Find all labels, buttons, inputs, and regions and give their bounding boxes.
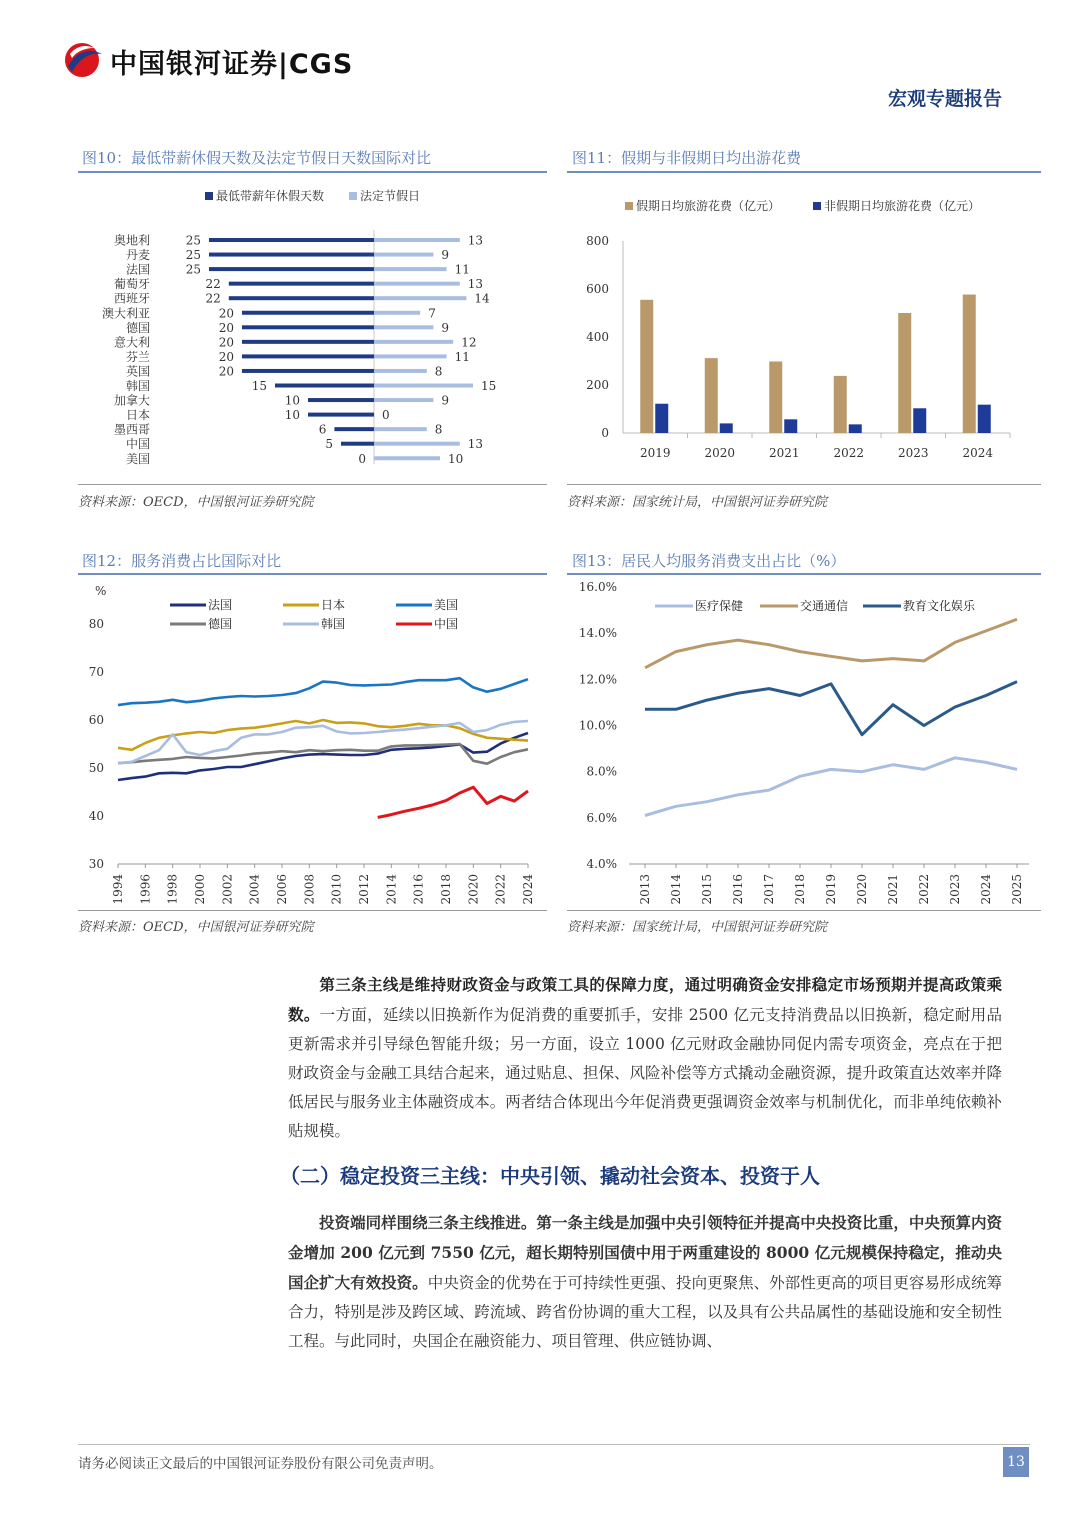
fig13-ytick: 14.0% (578, 626, 617, 641)
fig10-value-annual: 20 (218, 364, 234, 379)
fig10-bar-holiday (374, 340, 453, 344)
fig12-legend-label: 韩国 (321, 617, 346, 631)
fig10-legend-swatch-holiday (349, 192, 357, 200)
fig13-ytick: 8.0% (586, 764, 617, 779)
fig10-bar-annual (209, 267, 374, 271)
fig10-category-label: 德国 (125, 320, 150, 335)
fig11-ytick: 200 (586, 378, 609, 392)
fig10-value-annual: 20 (218, 306, 234, 321)
fig10-value-annual: 5 (325, 437, 333, 452)
fig10-value-holiday: 8 (434, 364, 443, 379)
fig12-xtick-label: 2024 (521, 874, 535, 905)
fig12-series-line (378, 787, 528, 817)
fig13-ytick: 10.0% (578, 718, 617, 733)
fig10-value-holiday: 0 (382, 408, 390, 423)
fig10-bar-annual (341, 442, 374, 446)
fig10-bar-holiday (374, 398, 433, 402)
fig10-value-holiday: 13 (467, 437, 484, 452)
fig11-bar-holiday (834, 376, 847, 433)
fig10-category-label: 丹麦 (125, 248, 150, 263)
fig12-ytick: 80 (88, 617, 104, 631)
fig12-legend-label: 法国 (208, 598, 233, 612)
fig13-bottom-rule (567, 910, 1041, 911)
fig10-category-label: 加拿大 (113, 393, 150, 408)
fig13-xtick-label: 2016 (731, 874, 745, 905)
body-paragraph-2 (288, 1208, 1002, 1356)
fig10-value-annual: 25 (185, 248, 201, 263)
fig12-xtick-label: 2014 (384, 874, 399, 905)
report-type: 宏观专题报告 (887, 88, 1002, 110)
fig13-chart (567, 578, 1042, 908)
fig10-category-label: 澳大利亚 (101, 306, 150, 321)
fig11-ytick: 0 (601, 426, 609, 440)
fig10-bar-annual (209, 238, 374, 242)
fig10-bar-holiday (374, 311, 420, 315)
fig12-source: 资料来源：OECD，中国银河证券研究院 (78, 920, 314, 935)
fig11-ytick: 600 (586, 282, 609, 296)
fig10-legend-holiday: 法定节假日 (360, 189, 421, 203)
fig10-value-annual: 10 (284, 408, 300, 423)
fig10-bar-holiday (374, 238, 460, 242)
fig10-value-annual: 25 (185, 262, 201, 277)
fig10-title: 图10：最低带薪休假天数及法定节假日天数国际对比 (82, 149, 432, 167)
footer-rule (78, 1444, 1030, 1445)
brand-name: 中国银河证券|CGS (110, 49, 354, 80)
fig11-bar-holiday (640, 300, 653, 433)
fig10-bar-holiday (374, 369, 427, 373)
fig12-title: 图12：服务消费占比国际对比 (82, 552, 282, 570)
fig12-xtick-label: 2006 (275, 874, 289, 905)
fig12-legend-label: 美国 (434, 598, 459, 612)
fig13-xtick-label: 2022 (917, 874, 931, 905)
fig10-bar-annual (308, 413, 374, 417)
fig10-value-holiday: 13 (467, 277, 484, 292)
fig11-legend-nonholiday: 非假期日均旅游花费（亿元） (824, 199, 981, 213)
fig10-legend (205, 188, 420, 203)
fig10-value-holiday: 11 (454, 262, 470, 277)
fig12-xtick-label: 2012 (357, 874, 371, 905)
fig10-bar-annual (275, 384, 374, 388)
fig11-bar-nonholiday (720, 423, 733, 433)
p1-bold: 第三条主线是维持财政资金与政策工具的保障力度，通过明确资金安排稳定市场预期并提高政策乘数。 (288, 975, 1002, 1024)
fig12-xtick-label: 2008 (302, 874, 317, 905)
fig11-source: 资料来源：国家统计局，中国银河证券研究院 (567, 495, 828, 510)
p2-text: 中央资金的优势在于可持续性更强、投向更聚焦、外部性更高的项目更容易形成统筹合力，特别是涉及跨区域、跨流域、跨省份协调的重大工程，以及具有公共品属性的基础设施和安全韧性工程。与此同时，央国企在融资能力、项目管理、供应链协调、 (288, 1274, 1002, 1350)
fig10-value-holiday: 8 (434, 422, 443, 437)
fig10-category-label: 英国 (125, 364, 150, 379)
fig10-value-holiday: 9 (441, 248, 450, 263)
fig13-xtick-label: 2021 (886, 874, 900, 905)
fig12-xtick-label: 1996 (138, 874, 153, 905)
fig12-xtick-label: 2022 (493, 874, 508, 905)
fig13-ytick: 6.0% (586, 810, 617, 825)
fig12-xtick-label: 2000 (193, 874, 207, 905)
fig11-bar-nonholiday (849, 424, 862, 433)
fig13-ytick: 16.0% (578, 580, 617, 594)
fig12-xtick-label: 2010 (329, 874, 344, 905)
fig11-bar-nonholiday (655, 404, 668, 433)
fig12-legend-label: 日本 (321, 598, 346, 612)
fig12-legend-label: 德国 (208, 617, 233, 631)
fig10-value-holiday: 9 (441, 320, 450, 335)
fig10-bar-annual (242, 325, 374, 329)
fig12-xtick-label: 1994 (111, 874, 125, 905)
fig10-bar-annual (308, 398, 374, 402)
fig10-bar-annual (242, 354, 374, 358)
fig10-category-label: 意大利 (113, 335, 150, 350)
fig11-ytick: 800 (586, 234, 609, 248)
fig13-xtick-label: 2013 (638, 874, 652, 905)
fig10-category-label: 中国 (125, 437, 150, 452)
body-paragraph-1 (288, 970, 1002, 1146)
fig10-bar-holiday (374, 384, 473, 388)
fig11-bottom-rule (567, 484, 1041, 485)
fig12-xtick-label: 2004 (247, 874, 262, 905)
fig11-legend-holiday: 假期日均旅游花费（亿元） (636, 199, 781, 213)
fig12-ytick: 40 (88, 809, 104, 823)
fig13-ytick: 12.0% (578, 672, 617, 687)
fig12-ylabel: % (95, 584, 107, 598)
fig13-xtick-label: 2019 (824, 874, 838, 905)
fig12-title-rule (78, 573, 547, 575)
fig11-bar-holiday (705, 358, 718, 433)
fig11-xtick-label: 2022 (833, 446, 865, 460)
fig10-value-annual: 6 (318, 422, 327, 437)
fig12-xtick-label: 2016 (411, 874, 426, 905)
fig12-ytick: 30 (88, 857, 104, 871)
fig13-legend-label: 医疗保健 (695, 599, 744, 613)
fig10-bar-holiday (374, 296, 466, 300)
fig10-bar-holiday (374, 282, 460, 286)
fig13-xtick-label: 2020 (855, 874, 869, 905)
fig10-category-label: 韩国 (125, 379, 150, 393)
fig10-bar-holiday (374, 427, 427, 431)
fig12-xtick-label: 2020 (466, 874, 481, 905)
fig10-category-label: 法国 (125, 262, 150, 277)
fig10-bar-annual (242, 311, 374, 315)
fig10-bar-holiday (374, 267, 447, 271)
fig12-ytick: 60 (88, 713, 104, 727)
section-heading: （二）稳定投资三主线：中央引领、撬动社会资本、投资于人 (280, 1164, 820, 1188)
fig12-ytick: 50 (88, 761, 104, 775)
fig13-legend-label: 教育文化娱乐 (903, 599, 976, 613)
fig11-xtick-label: 2023 (897, 446, 929, 460)
fig10-bottom-rule (78, 484, 547, 485)
fig11-legend (625, 198, 980, 213)
fig10-bar-holiday (374, 442, 460, 446)
fig10-source: 资料来源：OECD，中国银河证券研究院 (78, 495, 314, 510)
fig13-xtick-label: 2023 (948, 874, 962, 905)
fig13-series-line (645, 758, 1017, 816)
fig13-source: 资料来源：国家统计局，中国银河证券研究院 (567, 920, 828, 935)
fig13-xtick-label: 2025 (1010, 874, 1024, 905)
fig12-ytick: 70 (88, 665, 104, 679)
fig13-series-line (645, 682, 1017, 735)
fig12-xtick-label: 2018 (439, 874, 453, 905)
p1-text: 一方面，延续以旧换新作为促消费的重要抓手，安排 2500 亿元支持消费品以旧换新，稳定耐用品更新需求并引导绿色智能升级；另一方面，设立 1000 亿元财政金融协同促内需专项资金，亮点在于把财政资金与金融工具结合起来，通过贴息、担保、风险补偿等方式撬动金融资源，提升政策直达效率并降低居民与服务业主体融资成本。两者结合体现出今年促消费更强调资金效率与机制优化，而非单纯依赖补贴规模。 (288, 1006, 1002, 1140)
fig12-xtick-label: 1998 (165, 874, 180, 905)
fig12-xtick-label: 2002 (220, 874, 235, 905)
fig11-ytick: 400 (586, 330, 609, 344)
fig11-bar-holiday (769, 361, 782, 433)
fig10-category-label: 奥地利 (113, 233, 150, 248)
fig10-title-rule (78, 171, 547, 173)
fig10-category-label: 葡萄牙 (113, 277, 150, 292)
fig10-value-holiday: 9 (441, 393, 450, 408)
fig11-title: 图11：假期与非假期日均出游花费 (572, 149, 802, 167)
fig10-bar-holiday (374, 456, 440, 460)
fig13-xtick-label: 2015 (700, 874, 714, 905)
fig10-bar-annual (242, 369, 374, 373)
fig10-value-holiday: 12 (461, 335, 477, 350)
fig10-value-annual: 22 (205, 291, 221, 306)
fig13-xtick-label: 2024 (979, 874, 993, 905)
fig10-category-label: 日本 (125, 408, 150, 423)
fig13-xtick-label: 2017 (762, 874, 776, 905)
fig10-category-label: 西班牙 (113, 291, 150, 306)
p2-bold: 投资端同样围绕三条主线推进。第一条主线是加强中央引领特征并提高中央投资比重，中央预算内资金增加 200 亿元到 7550 亿元，超长期特别国债中用于两重建设的 8000 亿元规模保持稳定，推动央国企扩大有效投资。 (288, 1213, 1002, 1292)
fig10-value-annual: 20 (218, 349, 234, 364)
fig11-xtick-label: 2021 (768, 446, 800, 460)
fig10-value-annual: 0 (358, 451, 366, 466)
fig10-bar-annual (242, 340, 374, 344)
fig10-legend-swatch-annual (205, 192, 213, 200)
logo-mark (60, 40, 104, 80)
fig11-xtick-label: 2024 (962, 446, 994, 460)
fig13-xtick-label: 2014 (669, 874, 683, 905)
fig10-value-annual: 20 (218, 320, 234, 335)
page-number: 13 (1003, 1447, 1029, 1477)
fig12-series-line (118, 733, 528, 780)
fig13-legend-label: 交通通信 (800, 599, 849, 613)
fig10-legend-annual: 最低带薪年休假天数 (216, 189, 325, 203)
footer-disclaimer: 请务必阅读正文最后的中国银河证券股份有限公司免责声明。 (78, 1456, 443, 1472)
fig10-value-annual: 22 (205, 277, 221, 292)
fig10-bar-annual (334, 427, 374, 431)
fig12-legend-label: 中国 (434, 617, 459, 631)
fig11-bar-holiday (963, 295, 976, 433)
fig10-bar-annual (229, 282, 374, 286)
fig13-xtick-label: 2018 (793, 874, 807, 905)
fig10-chart (78, 178, 548, 478)
fig11-legend-swatch-nonholiday (813, 202, 821, 210)
fig12-series-line (118, 678, 528, 705)
fig10-value-annual: 20 (218, 335, 234, 350)
fig11-bar-nonholiday (913, 408, 926, 433)
fig10-value-annual: 15 (251, 379, 267, 393)
fig10-value-holiday: 10 (448, 451, 464, 466)
fig11-bar-nonholiday (978, 405, 991, 433)
fig11-xtick-label: 2020 (704, 446, 736, 460)
fig10-value-holiday: 15 (481, 379, 497, 393)
fig10-value-holiday: 14 (474, 291, 490, 306)
fig12-chart (78, 578, 548, 908)
fig13-title: 图13：居民人均服务消费支出占比（%） (572, 552, 846, 570)
fig10-bar-holiday (374, 253, 433, 257)
fig13-ytick: 4.0% (586, 857, 617, 871)
fig12-bottom-rule (78, 910, 547, 911)
fig10-value-holiday: 13 (467, 233, 484, 248)
fig11-title-rule (567, 171, 1041, 173)
fig10-bar-holiday (374, 325, 433, 329)
fig10-category-label: 芬兰 (125, 349, 150, 364)
fig11-xtick-label: 2019 (639, 446, 671, 460)
fig10-category-label: 美国 (125, 451, 150, 466)
fig10-bar-holiday (374, 354, 447, 358)
fig10-value-holiday: 11 (454, 349, 470, 364)
fig13-title-rule (567, 573, 1041, 575)
fig11-bar-holiday (898, 313, 911, 433)
fig11-legend-swatch-holiday (625, 202, 633, 210)
fig10-value-annual: 10 (284, 393, 300, 408)
fig10-category-label: 墨西哥 (113, 422, 150, 437)
fig11-bar-nonholiday (784, 419, 797, 433)
fig13-series-line (645, 619, 1017, 668)
fig10-bar-annual (209, 253, 374, 257)
fig11-chart (567, 178, 1042, 478)
fig10-bar-annual (229, 296, 374, 300)
fig10-value-annual: 25 (185, 233, 201, 248)
fig10-value-holiday: 7 (428, 306, 436, 321)
